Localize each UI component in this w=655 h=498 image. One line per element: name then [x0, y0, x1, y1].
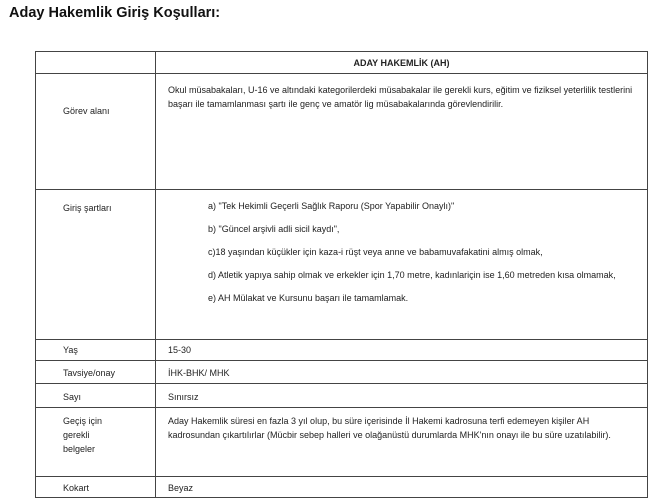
table-row — [36, 477, 648, 498]
row-value-yas: 15-30 — [156, 340, 648, 361]
condition-a: a) "Tek Hekimli Geçerli Sağlık Raporu (Spor Yapabilir Onaylı)" — [208, 201, 455, 211]
table-row — [36, 384, 648, 408]
row-label-kokart: Kokart — [36, 477, 156, 498]
row-value-gecis: Aday Hakemlik süresi en fazla 3 yıl olup, bu süre içerisinde İl Hakemi kadrosuna terfi edemeyen kişiler AH kadrosundan çıkartılırlar (Mücbir sebep halleri ve olağanüstü durumlarda MHK'nın onayı ile bu süre uzatılabilir). — [156, 408, 648, 477]
condition-b: b) "Güncel arşivli adli sicil kaydı", — [208, 224, 340, 234]
row-label-gecis — [36, 408, 156, 477]
row-value-sayi: Sınırsız — [156, 384, 648, 408]
table-row — [36, 74, 648, 190]
row-value-gorev: Okul müsabakaları, U-16 ve altındaki kategorilerdeki müsabakalar ile gerekli kurs, eğitim ve fiziksel yeterlilik testlerini başarı ile tamamlanması şartı ile genç ve amatör lig müsabakalarında görevlendirilir. — [156, 74, 648, 190]
row-label-sayi: Sayı — [36, 384, 156, 408]
header-empty-cell — [36, 52, 156, 74]
row-label-giris: Giriş şartları — [36, 190, 156, 340]
table-header-row — [36, 52, 648, 74]
row-value-kokart: Beyaz — [156, 477, 648, 498]
row-value-giris — [156, 190, 648, 340]
row-value-tavsiye: İHK-BHK/ MHK — [156, 361, 648, 384]
row-label-gorev: Görev alanı — [36, 74, 156, 190]
row-label-tavsiye: Tavsiye/onay — [36, 361, 156, 384]
row-label-gecis-text: Geçiş için gerekli belgeler — [63, 416, 103, 454]
condition-c: c)18 yaşından küçükler için kaza-i rüşt veya anne ve babamuvafakatini almış olmak, — [208, 247, 543, 257]
page-title: Aday Hakemlik Giriş Koşulları: — [9, 5, 221, 21]
table-row — [36, 361, 648, 384]
row-label-yas: Yaş — [36, 340, 156, 361]
condition-d: d) Atletik yapıya sahip olmak ve erkekler için 1,70 metre, kadınlariçin ise 1,60 metreden kısa olmamak, — [208, 270, 616, 280]
requirements-table — [35, 51, 648, 498]
table-row — [36, 190, 648, 340]
table-row — [36, 408, 648, 477]
condition-e: e) AH Mülakat ve Kursunu başarı ile tamamlamak. — [208, 293, 409, 303]
table-header: ADAY HAKEMLİK (AH) — [156, 52, 648, 74]
table-row — [36, 340, 648, 361]
